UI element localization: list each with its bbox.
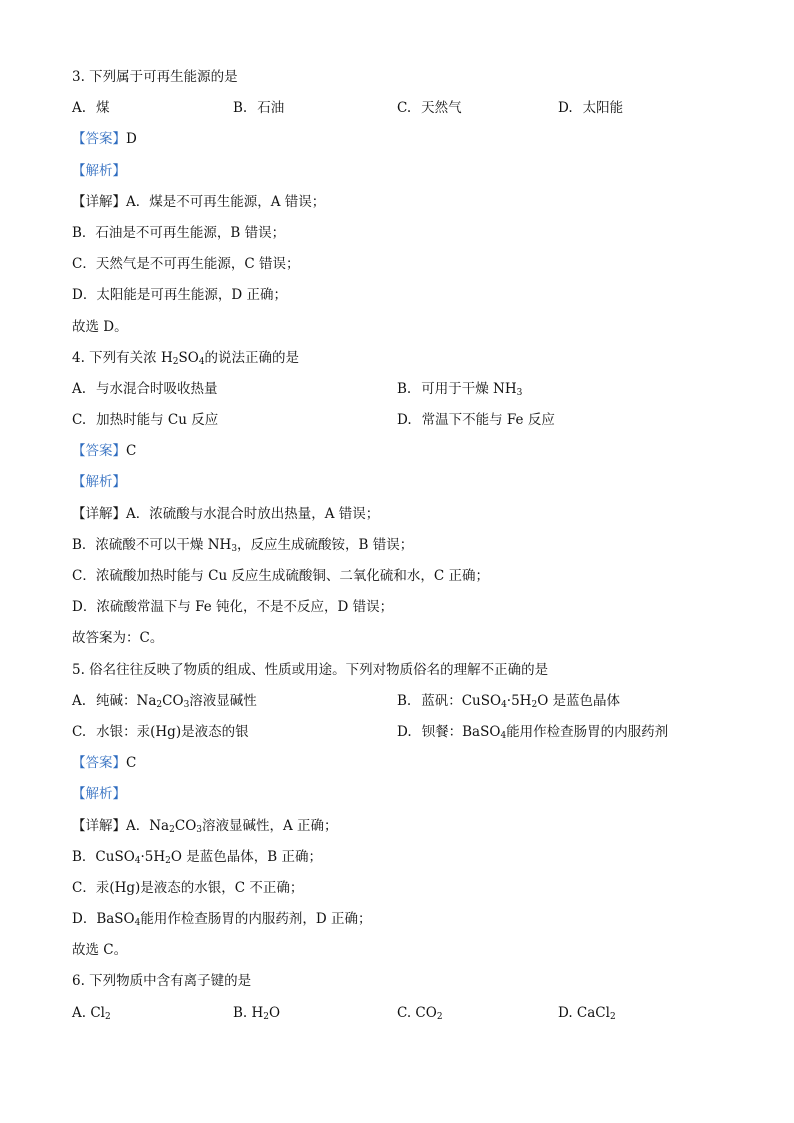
- text-span: D.: [397, 723, 412, 740]
- q4-stem: [72, 343, 732, 374]
- q5-detail-c: [72, 873, 732, 904]
- q4-detail-b: [72, 530, 732, 561]
- text-span: 石油: [257, 100, 285, 117]
- answer-tag: 【答案】: [72, 443, 126, 460]
- text-span: C: [126, 755, 137, 772]
- text-span: 溶液显碱性，A 正确；: [202, 817, 338, 834]
- q6-option-a: [72, 998, 111, 1029]
- text-span: 2: [165, 855, 171, 866]
- text-span: D.: [397, 412, 412, 429]
- q5-option-b: [397, 686, 620, 717]
- q4-conclusion: [72, 623, 732, 654]
- q5-analysis: [72, 779, 732, 810]
- q6-option-d: [558, 998, 616, 1029]
- q3-conclusion: [72, 312, 732, 343]
- text-span: O 是蓝色晶体，B 正确；: [170, 848, 322, 865]
- text-span: D. CaCl: [558, 1004, 610, 1021]
- text-span: 钡餐：BaSO: [421, 723, 501, 740]
- analysis-tag: 【解析】: [72, 474, 126, 491]
- text-span: 的说法正确的是: [204, 349, 300, 366]
- text-span: CO: [174, 817, 197, 834]
- text-span: C．浓硫酸加热时能与 Cu 反应生成硫酸铜、二氧化硫和水，C 正确；: [72, 568, 490, 584]
- q3-answer: [72, 124, 732, 155]
- q3-detail-b: [72, 218, 732, 249]
- q5-conclusion: [72, 935, 732, 966]
- text-span: 2: [172, 356, 179, 367]
- text-span: 蓝矾：CuSO: [421, 692, 502, 709]
- text-span: 4: [501, 699, 507, 710]
- q4-detail-d: [72, 592, 732, 623]
- q4-options-row2: [72, 405, 732, 436]
- text-span: C. CO: [397, 1004, 437, 1021]
- text-span: 能用作检查肠胃的内服药剂，D 正确；: [140, 911, 372, 928]
- text-span: 太阳能: [582, 100, 624, 117]
- text-span: CO: [162, 692, 184, 709]
- q4-detail-a: [72, 499, 732, 530]
- text-span: 4: [198, 356, 205, 367]
- text-span: A.: [72, 100, 87, 117]
- text-span: 3: [516, 387, 523, 398]
- q4-option-a: [72, 374, 218, 405]
- text-span: A.: [72, 692, 87, 709]
- text-span: 2: [169, 824, 175, 835]
- text-span: 2: [104, 1011, 111, 1022]
- text-span: A．Na: [126, 817, 170, 834]
- text-span: SO: [178, 349, 199, 366]
- text-span: 可用于干燥 NH: [421, 380, 517, 397]
- text-span: B. H: [233, 1004, 264, 1021]
- text-span: 4. 下列有关浓 H: [72, 349, 173, 366]
- detail-tag: 【详解】: [72, 193, 126, 210]
- q6-options: [72, 998, 732, 1029]
- q5-options-row2: [72, 717, 732, 748]
- detail-tag: 【详解】: [72, 505, 126, 522]
- text-span: 2: [609, 1011, 616, 1022]
- q5-detail-a: [72, 811, 732, 842]
- analysis-tag: 【解析】: [72, 786, 126, 803]
- text-span: ·5H: [140, 848, 166, 865]
- text-span: 3. 下列属于可再生能源的是: [72, 69, 238, 85]
- q5-detail-b: [72, 842, 732, 873]
- q4-options-row1: [72, 374, 732, 405]
- text-span: B．石油是不可再生能源，B 错误；: [72, 224, 286, 241]
- text-span: 4: [134, 855, 141, 866]
- q4-detail-c: [72, 561, 732, 592]
- text-span: B.: [397, 692, 412, 709]
- q3-detail-c: [72, 249, 732, 280]
- q3-option-b: [233, 93, 284, 124]
- q3-option-a: [72, 93, 110, 124]
- text-span: 纯碱：Na: [96, 692, 157, 709]
- text-span: B.: [397, 380, 412, 397]
- text-span: 煤: [96, 100, 110, 117]
- text-span: 水银：汞(Hg)是液态的银: [96, 723, 249, 740]
- text-span: 2: [263, 1011, 270, 1022]
- q4-option-d: [397, 405, 555, 436]
- text-span: ·5H: [506, 692, 532, 709]
- q4-analysis: [72, 467, 732, 498]
- text-span: B．CuSO: [72, 848, 135, 865]
- q3-detail-d: [72, 280, 732, 311]
- text-span: 与水混合时吸收热量: [96, 380, 218, 397]
- text-span: 4: [500, 730, 507, 741]
- text-span: D．BaSO: [72, 911, 135, 928]
- text-span: C．汞(Hg)是液态的水银，C 不正确；: [72, 879, 304, 896]
- q3-analysis: [72, 156, 732, 187]
- text-span: A．浓硫酸与水混合时放出热量，A 错误；: [126, 505, 380, 522]
- text-span: D．浓硫酸常温下与 Fe 钝化，不是不反应，D 错误；: [72, 599, 394, 616]
- text-span: C.: [72, 723, 87, 740]
- text-span: A.: [72, 380, 87, 397]
- text-span: O: [269, 1004, 281, 1021]
- q5-detail-d: [72, 904, 732, 935]
- text-span: C.: [72, 412, 87, 429]
- q5-answer: [72, 748, 732, 779]
- text-span: 2: [156, 699, 163, 710]
- q3-options: [72, 93, 732, 124]
- text-span: 故选 D。: [72, 318, 128, 335]
- q6-stem: [72, 966, 732, 997]
- q3-option-d: [558, 93, 623, 124]
- text-span: O 是蓝色晶体: [537, 692, 621, 709]
- text-span: 2: [436, 1011, 443, 1022]
- detail-tag: 【详解】: [72, 817, 126, 834]
- text-span: B．浓硫酸不可以干燥 NH: [72, 536, 232, 553]
- text-span: 天然气: [421, 100, 462, 117]
- text-span: A．煤是不可再生能源，A 错误；: [126, 193, 326, 210]
- q5-options-row1: [72, 686, 732, 717]
- q6-option-b: [233, 998, 280, 1029]
- q5-option-c: [72, 717, 249, 748]
- text-span: 溶液显碱性: [189, 692, 257, 709]
- text-span: D．太阳能是可再生能源，D 正确；: [72, 287, 287, 304]
- text-span: 5. 俗名往往反映了物质的组成、性质或用途。下列对物质俗名的理解不正确的是: [72, 661, 549, 678]
- text-span: B.: [233, 100, 248, 117]
- text-span: ，反应生成硫酸铵，B 错误；: [237, 536, 414, 553]
- q5-stem: [72, 655, 732, 686]
- text-span: C.: [397, 100, 412, 117]
- answer-tag: 【答案】: [72, 755, 126, 772]
- text-span: 3: [183, 699, 190, 710]
- text-span: D: [126, 131, 137, 148]
- text-span: 加热时能与 Cu 反应: [96, 412, 219, 429]
- text-span: 3: [196, 824, 202, 835]
- q4-option-b: [397, 374, 522, 405]
- q5-option-a: [72, 686, 257, 717]
- text-span: C．天然气是不可再生能源，C 错误；: [72, 256, 300, 273]
- text-span: 4: [134, 918, 141, 929]
- text-span: D.: [558, 100, 573, 117]
- document-page: [72, 62, 732, 1029]
- text-span: 故答案为：C。: [72, 630, 164, 647]
- q4-answer: [72, 436, 732, 467]
- text-span: 能用作检查肠胃的内服药剂: [506, 723, 669, 740]
- text-span: 故选 C。: [72, 942, 128, 959]
- text-span: 3: [231, 543, 238, 554]
- q6-option-c: [397, 998, 443, 1029]
- q5-option-d: [397, 717, 668, 748]
- text-span: C: [126, 443, 137, 460]
- analysis-tag: 【解析】: [72, 162, 126, 179]
- q4-option-c: [72, 405, 218, 436]
- text-span: A. Cl: [72, 1004, 105, 1021]
- answer-tag: 【答案】: [72, 131, 126, 148]
- q3-stem: [72, 62, 732, 93]
- text-span: 2: [531, 699, 538, 710]
- text-span: 常温下不能与 Fe 反应: [421, 412, 555, 429]
- q3-option-c: [397, 93, 462, 124]
- q3-detail-a: [72, 187, 732, 218]
- text-span: 6. 下列物质中含有离子键的是: [72, 973, 252, 990]
